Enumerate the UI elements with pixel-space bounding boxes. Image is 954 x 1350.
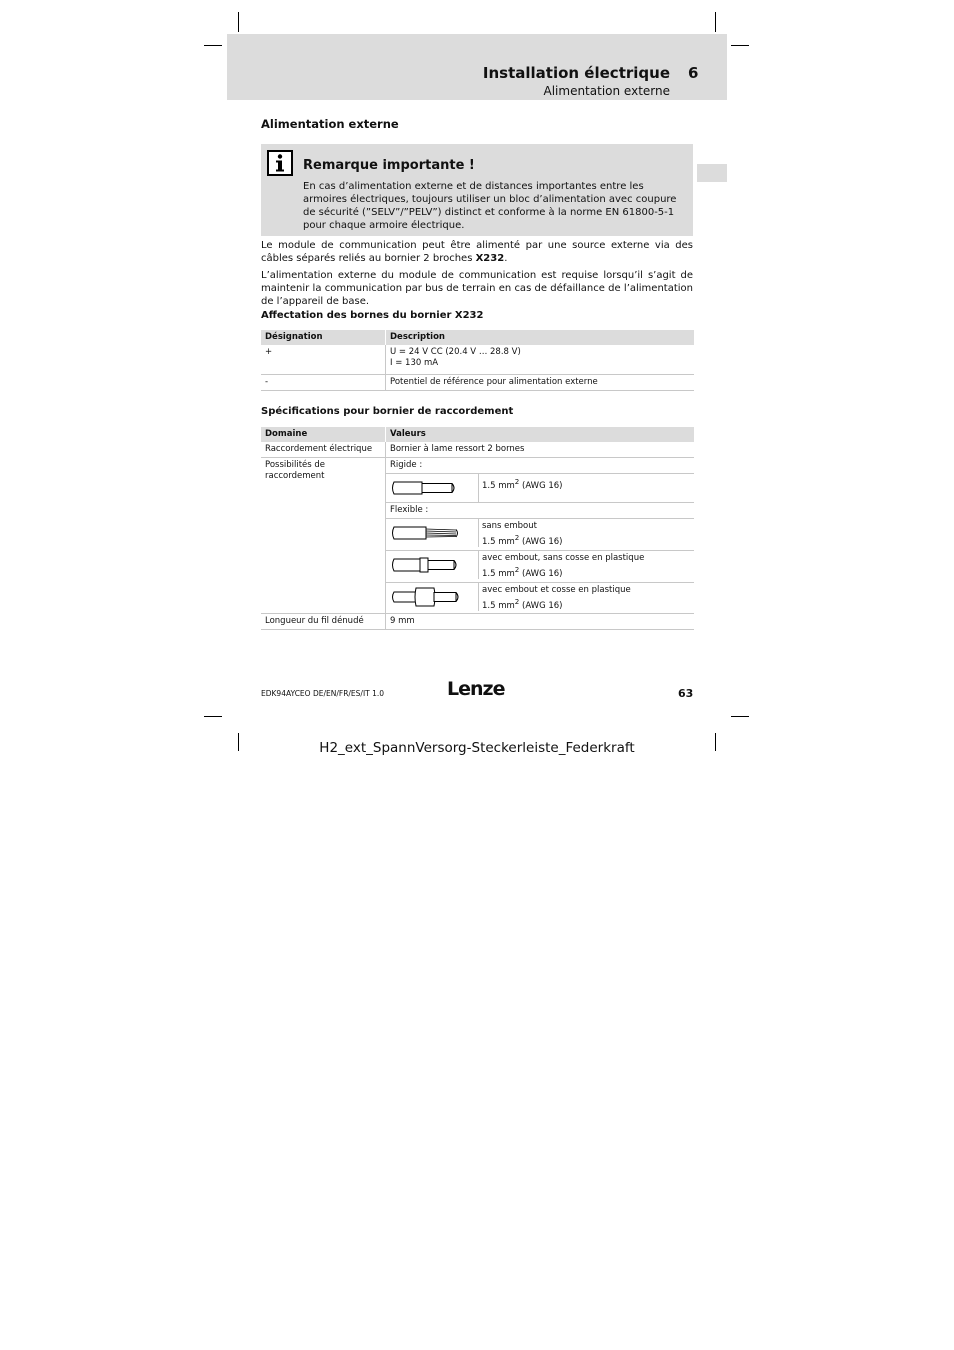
lenze-logo: Lenze bbox=[447, 678, 505, 700]
page-number: 63 bbox=[678, 687, 694, 700]
crop-mark bbox=[731, 45, 749, 46]
paragraph-1: Le module de communication peut être alimenté par une source externe via des câbles séparés reliés au bornier 2 broches X232. bbox=[261, 240, 693, 264]
crop-mark bbox=[204, 45, 222, 46]
designation-cell: - bbox=[265, 377, 269, 387]
table1-title: Affectation des bornes du bornier X232 bbox=[261, 310, 484, 321]
value-cell: 9 mm bbox=[385, 614, 694, 629]
info-icon bbox=[267, 150, 293, 176]
insulated-ferrule-wire-icon bbox=[386, 583, 479, 611]
table-row bbox=[261, 375, 694, 391]
wire-option-text: avec embout et cosse en plastique 1.5 $mm^2$ (AWG 16) bbox=[482, 584, 631, 611]
wire-option-row bbox=[386, 473, 694, 503]
wire-option-text: sans embout 1.5 $mm^2$ (AWG 16) bbox=[482, 521, 563, 547]
crop-mark bbox=[731, 716, 749, 717]
table-row bbox=[261, 458, 694, 614]
column-header: Valeurs bbox=[385, 427, 694, 442]
domain-cell: Possibilités de raccordement bbox=[265, 460, 326, 481]
description-cell: U = 24 V CC (20.4 V … 28.8 V) I = 130 mA bbox=[385, 345, 694, 374]
wire-option-text: 1.5 $mm^2$ (AWG 16) bbox=[482, 477, 563, 491]
table-row bbox=[261, 614, 694, 630]
chapter-title: Installation électrique bbox=[482, 64, 670, 82]
stranded-wire-icon bbox=[386, 519, 479, 547]
note-text: En cas d’alimentation externe et de distances importantes entre les armoires électriques, toujours utiliser un bloc d’alimentation avec coupure de sécurité (”SELV”/”PELV”) distinct et conforme à la norme EN 61800-5-1 pour chaque armoire électrique. bbox=[303, 181, 677, 231]
document-id: EDK94AYCEO DE/EN/FR/ES/IT 1.0 bbox=[261, 689, 385, 698]
terminal-ref: X232 bbox=[475, 253, 505, 264]
description-cell: Potentiel de référence pour alimentation externe bbox=[385, 375, 694, 390]
flexible-label: Flexible : bbox=[390, 505, 429, 515]
column-header: Domaine bbox=[265, 429, 308, 439]
connection-spec-table bbox=[261, 427, 694, 630]
table-row bbox=[261, 442, 694, 458]
column-header: Description bbox=[385, 330, 694, 345]
domain-cell: Raccordement électrique bbox=[265, 444, 373, 454]
rigid-wire-icon bbox=[386, 474, 479, 502]
value-cell bbox=[385, 458, 694, 613]
paragraph-2: L’alimentation externe du module de communication est requise lorsqu’il s’agit de maintenir la communication par bus de terrain en cas de défaillance de l’alimentation de l’appareil de base. bbox=[261, 270, 693, 307]
table-row bbox=[261, 345, 694, 375]
table2-title: Spécifications pour bornier de raccordement bbox=[261, 406, 514, 417]
wire-option-text: avec embout, sans cosse en plastique 1.5 $mm^2$ (AWG 16) bbox=[482, 552, 645, 579]
note-title: Remarque importante ! bbox=[303, 158, 475, 173]
wire-option-row bbox=[386, 550, 694, 582]
domain-cell: Longueur du fil dénudé bbox=[265, 616, 364, 627]
ferrule-wire-icon bbox=[386, 551, 479, 579]
crop-mark bbox=[238, 12, 239, 32]
column-header: Désignation bbox=[265, 332, 323, 342]
terminal-assignment-table bbox=[261, 330, 694, 391]
wire-option-row bbox=[386, 582, 694, 614]
crop-mark bbox=[204, 716, 222, 717]
image-caption: H2_ext_SpannVersorg-Steckerleiste_Federkraft bbox=[319, 740, 635, 756]
section-title: Alimentation externe bbox=[261, 117, 399, 131]
designation-cell: + bbox=[265, 347, 273, 357]
important-note bbox=[261, 144, 693, 236]
table-header-row bbox=[261, 427, 694, 442]
chapter-number: 6 bbox=[688, 64, 699, 82]
chapter-subtitle: Alimentation externe bbox=[543, 84, 670, 98]
side-tab bbox=[697, 164, 727, 182]
crop-mark bbox=[715, 12, 716, 32]
table-header-row bbox=[261, 330, 694, 345]
value-cell: Bornier à lame ressort 2 bornes bbox=[385, 442, 694, 457]
rigid-label: Rigide : bbox=[390, 460, 423, 470]
wire-option-row bbox=[386, 518, 694, 550]
